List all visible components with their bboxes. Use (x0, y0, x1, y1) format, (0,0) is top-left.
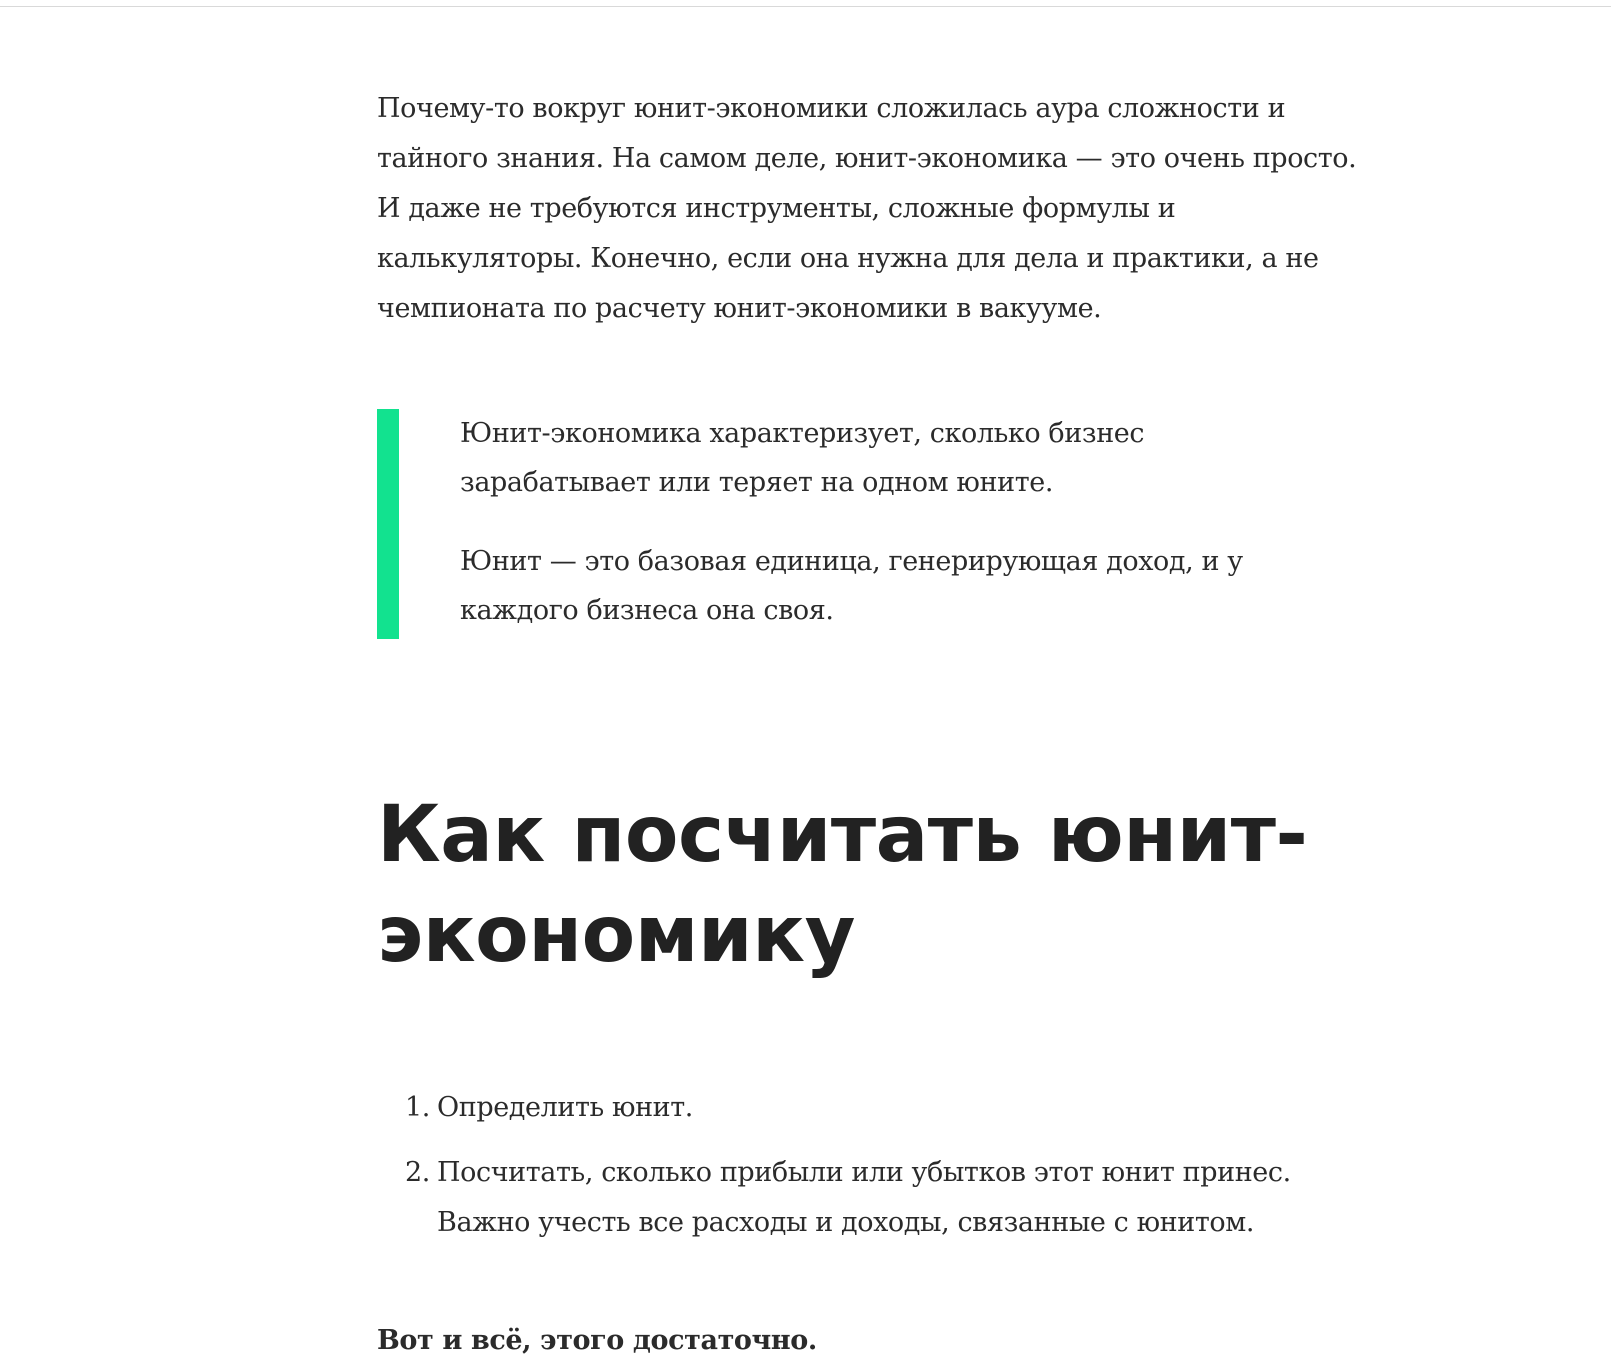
heading-line: Как посчитать юнит- (377, 790, 1308, 880)
quote-line: зарабатывает или теряет на одном юните. (460, 467, 1054, 498)
intro-line: И даже не требуются инструменты, сложные формулы и (377, 193, 1176, 224)
quote-line: Юнит — это базовая единица, генерирующая доход, и у (460, 546, 1243, 577)
heading-line: экономику (377, 890, 855, 980)
quote-paragraph-unit (460, 537, 1297, 635)
quote-accent-bar (377, 409, 399, 639)
definition-quote (377, 409, 1297, 635)
step-number: 2. (405, 1157, 430, 1188)
intro-line: Почему-то вокруг юнит-экономики сложилась аура сложности и (377, 93, 1286, 124)
step-number: 1. (405, 1092, 430, 1123)
intro-line: тайного знания. На самом деле, юнит-экономика — это очень просто. (377, 143, 1357, 174)
intro-line: калькуляторы. Конечно, если она нужна для дела и практики, а не (377, 243, 1319, 274)
quote-line: каждого бизнеса она своя. (460, 595, 834, 626)
intro-line: чемпионата по расчету юнит-экономики в вакууме. (377, 293, 1102, 324)
steps-list (377, 1083, 1437, 1248)
list-item-step-1 (377, 1083, 1437, 1133)
list-item-step-2 (377, 1148, 1437, 1248)
closing-statement: Вот и всё, этого достаточно. (377, 1325, 817, 1356)
step-text-line: Посчитать, сколько прибыли или убытков этот юнит принес. (437, 1157, 1291, 1188)
quote-line: Юнит-экономика характеризует, сколько бизнес (460, 418, 1145, 449)
step-text-line: Определить юнит. (437, 1092, 693, 1123)
top-divider (0, 6, 1611, 7)
quote-paragraph-unit-economics (460, 409, 1297, 507)
intro-paragraph (377, 84, 1437, 334)
section-heading (377, 785, 1437, 985)
article-body (377, 84, 1437, 1365)
step-text-line: Важно учесть все расходы и доходы, связанные с юнитом. (437, 1207, 1255, 1238)
